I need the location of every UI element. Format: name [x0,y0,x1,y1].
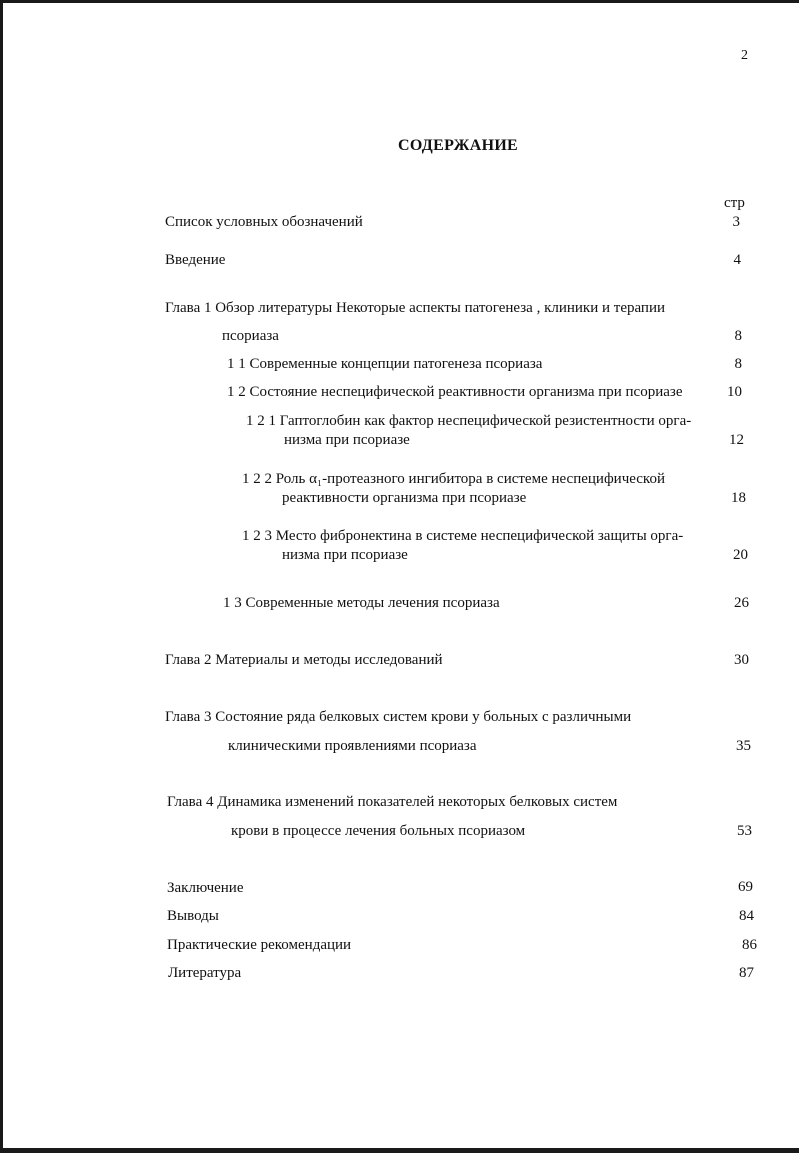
toc-page-section-1-2-3: 20 [733,547,748,563]
toc-page-abbreviations: 3 [732,214,740,230]
toc-entry-chapter-3: Глава 3 Состояние ряда белковых систем крови у больных с различными [165,709,632,725]
toc-page-section-1-1: 8 [734,356,742,372]
toc-entry-section-1-3: 1 3 Современные методы лечения псориаза [223,595,500,611]
toc-entry-section-1-2-1: 1 2 1 Гаптоглобин как фактор неспецифической резистентности орга- [246,413,692,429]
toc-entry-section-1-2: 1 2 Состояние неспецифической реактивности организма при псориазе [227,384,683,400]
toc-page-chapter-3: 35 [736,738,751,754]
toc-page-references: 87 [739,965,754,981]
toc-entry-chapter-4: Глава 4 Динамика изменений показателей некоторых белковых систем [167,794,618,810]
toc-page-findings: 84 [739,908,754,924]
scan-edge-left [0,0,3,1153]
toc-page-chapter-1: 8 [734,328,742,344]
toc-entry-chapter-3-cont: клиническими проявлениями псориаза [228,738,477,754]
toc-entry-section-1-2-1-cont: низма при псориазе [284,432,410,448]
toc-entry-abbreviations: Список условных обозначений [165,214,363,230]
toc-entry-section-1-1: 1 1 Современные концепции патогенеза псориаза [227,356,543,372]
toc-page-section-1-2-1: 12 [729,432,744,448]
toc-entry-introduction: Введение [165,252,226,268]
page-title: СОДЕРЖАНИЕ [398,137,519,154]
toc-page-recommendations: 86 [742,937,757,953]
toc-entry-chapter-4-cont: крови в процессе лечения больных псориазом [231,823,526,839]
toc-page-section-1-2-2: 18 [731,490,746,506]
toc-entry-conclusion: Заключение [167,880,244,896]
toc-entry-chapter-2: Глава 2 Материалы и методы исследований [165,652,443,668]
toc-page-introduction: 4 [733,252,741,268]
toc-entry-section-1-2-2-cont: реактивности организма при псориазе [282,490,527,506]
toc-page-conclusion: 69 [738,879,753,895]
page-column-header: стр [724,195,745,211]
toc-entry-chapter-1-cont: псориаза [222,328,279,344]
page-number: 2 [741,48,748,63]
toc-entry-section-1-2-3: 1 2 3 Место фибронектина в системе неспецифической защиты орга- [242,528,684,544]
toc-entry-section-1-2-2: 1 2 2 Роль α₁-протеазного ингибитора в системе неспецифической [242,471,665,487]
toc-entry-section-1-2-3-cont: низма при псориазе [282,547,408,563]
toc-entry-recommendations: Практические рекомендации [167,937,352,953]
scan-edge-bottom [0,1148,799,1153]
toc-page-chapter-4: 53 [737,823,752,839]
toc-entry-references: Литература [168,965,242,981]
toc-page-section-1-3: 26 [734,595,749,611]
scan-edge-top [0,0,799,3]
toc-page-section-1-2: 10 [727,384,742,400]
toc-entry-findings: Выводы [167,908,219,924]
toc-page-chapter-2: 30 [734,652,749,668]
toc-entry-chapter-1: Глава 1 Обзор литературы Некоторые аспекты патогенеза , клиники и терапии [165,300,666,316]
